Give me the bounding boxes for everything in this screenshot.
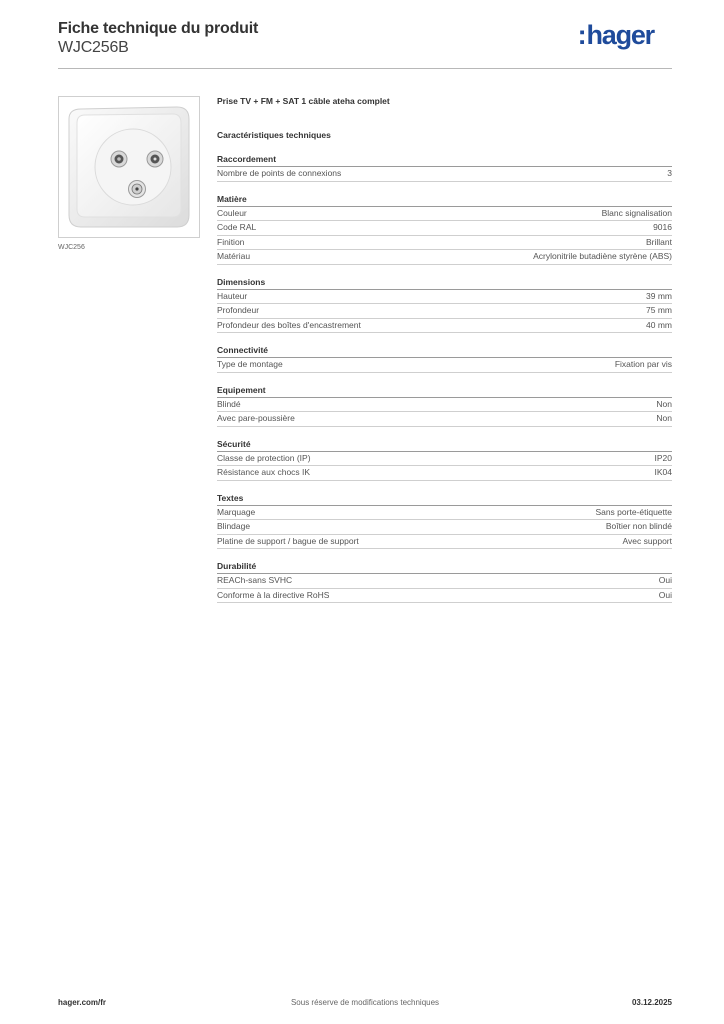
spec-label: Hauteur — [217, 290, 248, 301]
section-title: Dimensions — [217, 277, 672, 290]
spec-label: Couleur — [217, 207, 247, 218]
spec-row — [217, 535, 672, 550]
spec-value: 75 mm — [646, 305, 672, 315]
spec-value: Non — [656, 398, 672, 409]
footer-website-link[interactable]: hager.com/fr — [58, 998, 107, 1007]
spec-value: 40 mm — [646, 319, 672, 330]
spec-value: Non — [656, 413, 672, 423]
spec-section — [217, 493, 672, 550]
specs-heading: Caractéristiques techniques — [217, 130, 331, 140]
spec-label: Code RAL — [217, 222, 257, 232]
spec-sections — [217, 154, 672, 603]
spec-value: IK04 — [654, 467, 672, 477]
section-title: Raccordement — [217, 154, 672, 167]
spec-section — [217, 345, 672, 373]
section-title: Matière — [217, 194, 672, 207]
spec-label: Classe de protection (IP) — [217, 452, 311, 463]
header-divider — [58, 68, 672, 69]
spec-section — [217, 439, 672, 481]
spec-label: Finition — [217, 236, 245, 247]
spec-label: Nombre de points de connexions — [217, 168, 342, 178]
spec-label: REACh-sans SVHC — [217, 575, 293, 585]
spec-label: Conforme à la directive RoHS — [217, 589, 330, 600]
logo-mark-icon: : — [577, 20, 586, 50]
spec-value: Oui — [658, 575, 672, 585]
spec-value: Fixation par vis — [614, 359, 672, 369]
spec-label: Platine de support / bague de support — [217, 535, 359, 546]
spec-row — [217, 398, 672, 413]
spec-section — [217, 194, 672, 265]
specifications-panel — [217, 96, 672, 603]
spec-value: Acrylonitrile butadiène styrène (ABS) — [533, 251, 672, 261]
spec-value: 3 — [667, 168, 672, 178]
spec-value: 9016 — [653, 222, 672, 232]
spec-row — [217, 250, 672, 265]
spec-value: Brillant — [646, 236, 672, 247]
spec-row — [217, 319, 672, 334]
spec-label: Blindage — [217, 521, 251, 531]
spec-row — [217, 506, 672, 521]
spec-row — [217, 589, 672, 604]
spec-row — [217, 207, 672, 222]
spec-row — [217, 304, 672, 319]
hager-logo — [578, 20, 654, 51]
spec-label: Résistance aux chocs IK — [217, 467, 311, 477]
spec-label: Profondeur — [217, 305, 260, 315]
spec-label: Marquage — [217, 506, 256, 517]
spec-label: Matériau — [217, 251, 251, 261]
section-title: Textes — [217, 493, 672, 506]
spec-label: Blindé — [217, 398, 241, 409]
spec-value: IP20 — [654, 452, 672, 463]
spec-value: Avec support — [622, 535, 672, 546]
section-title: Sécurité — [217, 439, 672, 452]
spec-value: Oui — [658, 589, 672, 600]
spec-row — [217, 236, 672, 251]
spec-row — [217, 466, 672, 481]
product-name: Prise TV + FM + SAT 1 câble ateha complet — [217, 96, 390, 106]
section-title: Equipement — [217, 385, 672, 398]
spec-row — [217, 520, 672, 535]
spec-label: Type de montage — [217, 359, 283, 369]
tv-socket-illustration-icon — [59, 97, 200, 238]
spec-row — [217, 167, 672, 182]
footer-disclaimer: Sous réserve de modifications techniques — [290, 998, 440, 1007]
spec-value: Blanc signalisation — [601, 207, 672, 218]
spec-row — [217, 221, 672, 236]
page-header — [58, 20, 672, 70]
spec-row — [217, 358, 672, 373]
spec-section — [217, 277, 672, 334]
logo-text: hager — [586, 20, 654, 50]
image-caption: WJC256 — [58, 244, 85, 251]
spec-value: Boîtier non blindé — [605, 521, 672, 531]
spec-section — [217, 154, 672, 182]
spec-value: 39 mm — [646, 290, 672, 301]
spec-row — [217, 574, 672, 589]
document-title: Fiche technique du produit — [58, 20, 259, 37]
footer-date: 03.12.2025 — [631, 998, 672, 1007]
spec-row — [217, 290, 672, 305]
product-reference: WJC256B — [58, 39, 129, 56]
product-image — [58, 96, 200, 238]
spec-value: Sans porte-étiquette — [595, 506, 672, 517]
spec-section — [217, 561, 672, 603]
section-title: Connectivité — [217, 345, 672, 358]
spec-row — [217, 452, 672, 467]
spec-label: Avec pare-poussière — [217, 413, 295, 423]
spec-label: Profondeur des boîtes d'encastrement — [217, 319, 361, 330]
spec-section — [217, 385, 672, 427]
spec-row — [217, 412, 672, 427]
section-title: Durabilité — [217, 561, 672, 574]
